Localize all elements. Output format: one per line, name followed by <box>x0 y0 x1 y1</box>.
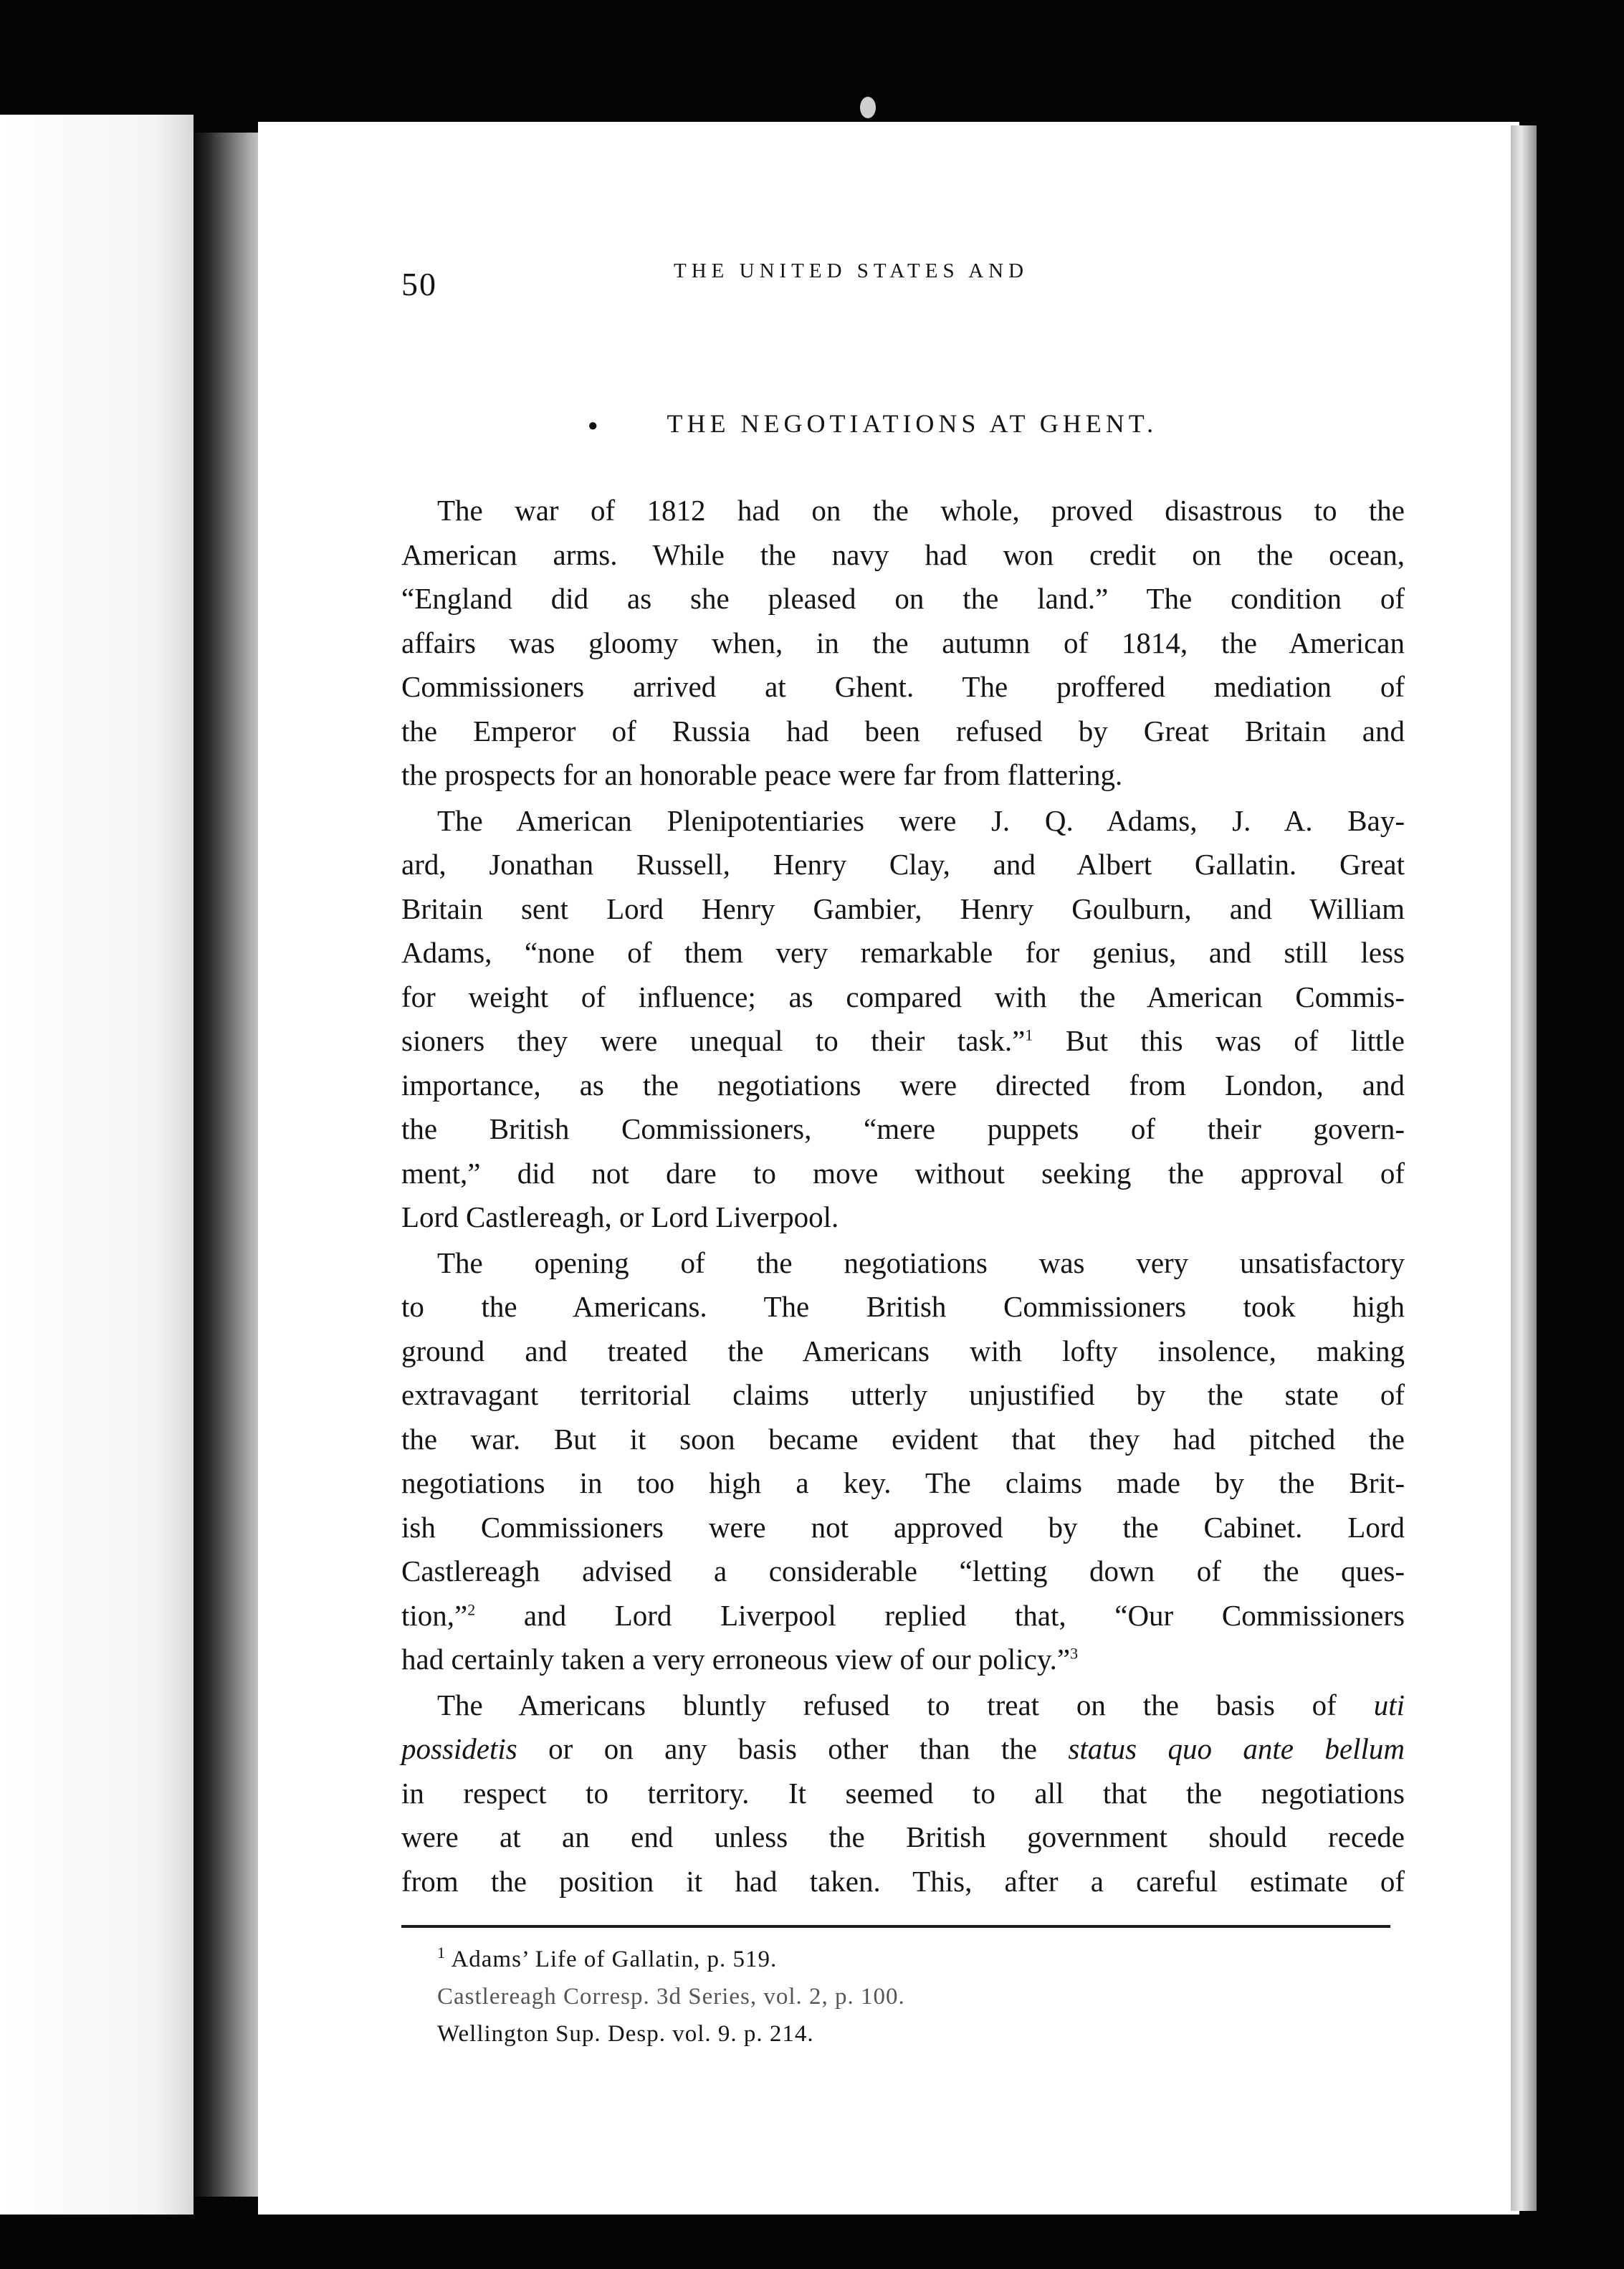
text-line: The opening of the negotiations was very unsatisfactory <box>437 1246 1405 1279</box>
footnote <box>437 1978 1405 2015</box>
text-line: ment,” did not dare to move without seeking the approval of <box>401 1156 1405 1190</box>
book-page <box>258 122 1519 2215</box>
footnote <box>437 1941 1405 1978</box>
text-line: The American Plenipotentiaries were J. Q. Adams, J. A. Bay- <box>437 803 1405 837</box>
text-line: importance, as the negotiations were directed from London, and <box>401 1068 1405 1102</box>
text-fragment: and Lord Liverpool replied that, “Our Commissioners <box>475 1598 1405 1632</box>
text-line: from the position it had taken. This, after a careful estimate of <box>401 1864 1405 1898</box>
text-line: The war of 1812 had on the whole, proved disastrous to the <box>437 494 1405 527</box>
footnote-rule <box>401 1925 1390 1928</box>
text-line <box>401 1727 1405 1772</box>
text-fragment: But this was of little <box>1033 1024 1405 1057</box>
facing-page <box>0 115 194 2215</box>
italic-phrase: uti <box>1373 1688 1405 1721</box>
text-line: Adams, “none of them very remarkable for genius, and still less <box>401 936 1405 969</box>
text-fragment: sioners they were unequal to their task.” <box>401 1024 1026 1057</box>
page-number: 50 <box>401 266 437 302</box>
text-line: ground and treated the Americans with lofty insolence, making <box>401 1334 1405 1367</box>
footnote-mark: 2 <box>467 1600 476 1618</box>
text-line: ard, Jonathan Russell, Henry Clay, and Albert Gallatin. Great <box>401 848 1405 881</box>
footnote-mark: 3 <box>1070 1644 1079 1663</box>
footnote-mark: 1 <box>437 1944 446 1962</box>
text-line: the British Commissioners, “mere puppets of their govern- <box>401 1112 1405 1145</box>
text-line: the war. But it soon became evident that they had pitched the <box>401 1422 1405 1456</box>
text-fragment: or on any basis other than the <box>548 1732 1037 1765</box>
section-title <box>588 409 1405 439</box>
footnote <box>437 2015 1405 2053</box>
paragraph-3 <box>401 1241 1405 1682</box>
text-line: negotiations in too high a key. The claims made by the Brit- <box>401 1466 1405 1499</box>
text-fragment: tion,” <box>401 1598 468 1632</box>
footnotes <box>437 1941 1405 2053</box>
text-line: extravagant territorial claims utterly unjustified by the state of <box>401 1378 1405 1411</box>
text-line: Lord Castlereagh, or Lord Liverpool. <box>401 1200 839 1233</box>
footnote-text: Wellington Sup. Desp. vol. 9. p. 214. <box>437 2021 814 2047</box>
text-line: affairs was gloomy when, in the autumn of 1814, the American <box>401 626 1405 659</box>
text-fragment: The Americans bluntly refused to treat on the basis of <box>437 1688 1337 1721</box>
text-line: for weight of influence; as compared with the American Commis- <box>401 980 1405 1013</box>
text-line: Britain sent Lord Henry Gambier, Henry Goulburn, and William <box>401 892 1405 925</box>
page-text <box>401 251 1405 2053</box>
text-line: the Emperor of Russia had been refused by Great Britain and <box>401 714 1405 747</box>
text-line <box>401 1683 1405 1728</box>
text-line: American arms. While the navy had won credit on the ocean, <box>401 538 1405 571</box>
running-head: THE UNITED STATES AND <box>674 259 1029 282</box>
text-fragment: had certainly taken a very erroneous view of our policy.” <box>401 1643 1071 1676</box>
text-line: ish Commissioners were not approved by the Cabinet. Lord <box>401 1510 1405 1544</box>
bullet-icon: ● <box>588 416 603 436</box>
paragraph-2 <box>401 799 1405 1240</box>
text-line: were at an end unless the British government should recede <box>401 1820 1405 1853</box>
footnote-text: Adams’ Life of Gallatin, p. 519. <box>451 1946 778 1972</box>
paragraph-4 <box>401 1683 1405 1904</box>
paragraph-1 <box>401 489 1405 798</box>
text-line: to the Americans. The British Commissioners took high <box>401 1290 1405 1323</box>
footnote-mark: 1 <box>1025 1026 1033 1044</box>
text-line: “England did as she pleased on the land.” The condition of <box>401 582 1405 615</box>
italic-phrase: status quo ante bellum <box>1068 1732 1405 1765</box>
text-line-with-footnote <box>401 1594 1405 1638</box>
section-title-text: THE NEGOTIATIONS AT GHENT. <box>667 409 1158 438</box>
footnote-text: Castlereagh Corresp. 3d Series, vol. 2, p. 100. <box>437 1984 905 2010</box>
text-line-with-footnote <box>401 1638 1405 1682</box>
text-line: Castlereagh advised a considerable “letting down of the ques- <box>401 1554 1405 1587</box>
italic-phrase: possidetis <box>401 1732 517 1765</box>
text-line: in respect to territory. It seemed to all that the negotiations <box>401 1776 1405 1810</box>
text-line: Commissioners arrived at Ghent. The proffered mediation of <box>401 670 1405 703</box>
page-header <box>401 251 1405 337</box>
text-line: the prospects for an honorable peace were far from flattering. <box>401 758 1123 791</box>
page-edge <box>1511 125 1537 2211</box>
text-line-with-footnote <box>401 1019 1405 1064</box>
scan-speck <box>860 97 876 118</box>
